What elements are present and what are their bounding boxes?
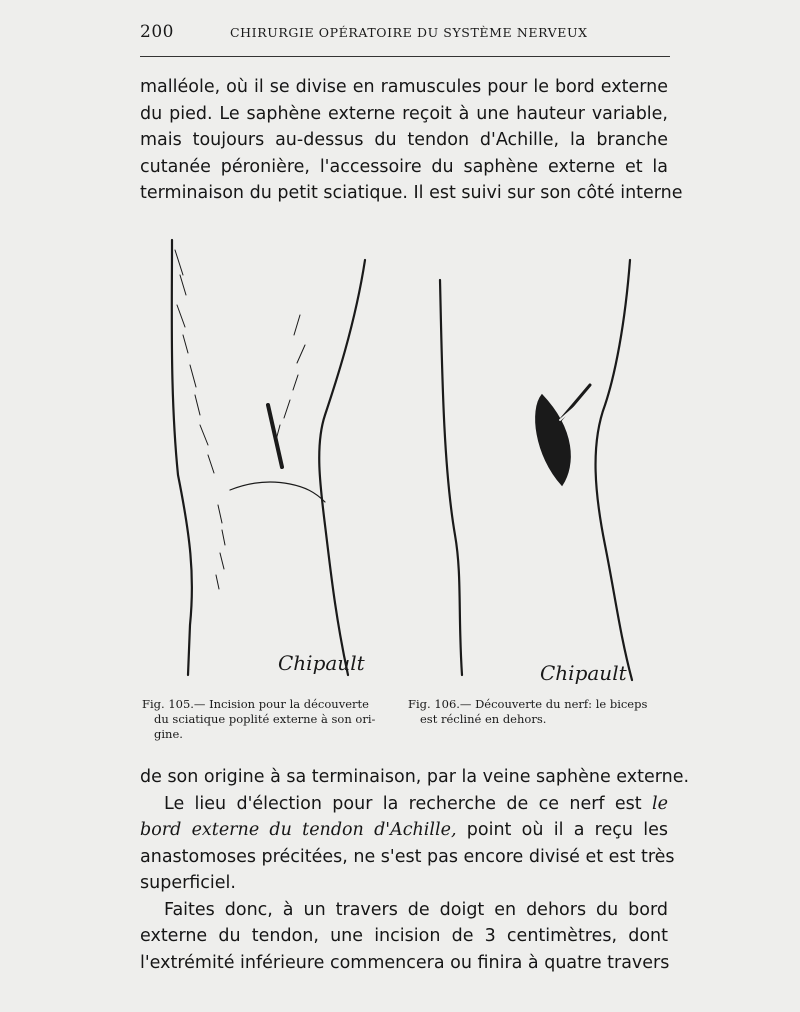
running-head [140, 22, 670, 46]
italic-text: le [652, 793, 668, 814]
fig106-caption [408, 697, 673, 727]
text-line: anastomoses précitées, ne s'est pas encore divisé et est très [140, 846, 675, 867]
caption-line: Fig. 106.— Découverte du nerf: le biceps [408, 697, 648, 711]
caption-line: est récliné en dehors. [420, 712, 547, 726]
page-number: 200 [140, 22, 174, 42]
text-line: superficiel. [140, 873, 236, 893]
figure-illustrations [150, 235, 670, 685]
header-rule [140, 56, 670, 57]
text-line: cutanée péronière, l'accessoire du saphène externe et la [140, 156, 668, 177]
fig106-signature: Chipault [540, 661, 627, 685]
caption-line: gine. [154, 727, 183, 741]
text-line: de son origine à sa terminaison, par la veine saphène externe. [140, 767, 690, 787]
text-span: point où il a reçu les [466, 820, 668, 840]
text-line: externe du tendon, une incision de 3 centimètres, dont [140, 926, 668, 946]
italic-text: bord externe du tendon d'Achille, [140, 820, 457, 840]
fig105-signature: Chipault [278, 651, 365, 675]
text-line: mais toujours au-dessus du tendon d'Achille, la branche [140, 130, 668, 150]
text-line: l'extrémité inférieure commencera ou finira à quatre travers [140, 952, 670, 973]
top-paragraph [140, 74, 683, 207]
text-line: du pied. Le saphène externe reçoit à une hauteur variable, [140, 103, 668, 124]
text-line [140, 791, 668, 818]
caption-line: du sciatique poplité externe à son ori- [154, 712, 376, 726]
running-title: CHIRURGIE OPÉRATOIRE DU SYSTÈME NERVEUX [230, 25, 588, 40]
text-line: Faites donc, à un travers de doigt en dehors du bord [164, 899, 668, 920]
caption-line: Fig. 105.— Incision pour la découverte [142, 697, 369, 711]
fig106-drawing [440, 260, 632, 685]
text-line [140, 817, 668, 844]
fig105-caption [142, 697, 392, 742]
text-line: terminaison du petit sciatique. Il est suivi sur son côté interne [140, 183, 683, 203]
body-text [140, 764, 690, 976]
fig105-drawing [172, 240, 366, 675]
text-line: malléole, où il se divise en ramuscules pour le bord externe [140, 77, 668, 97]
text-span: Le lieu d'élection pour la recherche de ce nerf est [164, 793, 642, 814]
